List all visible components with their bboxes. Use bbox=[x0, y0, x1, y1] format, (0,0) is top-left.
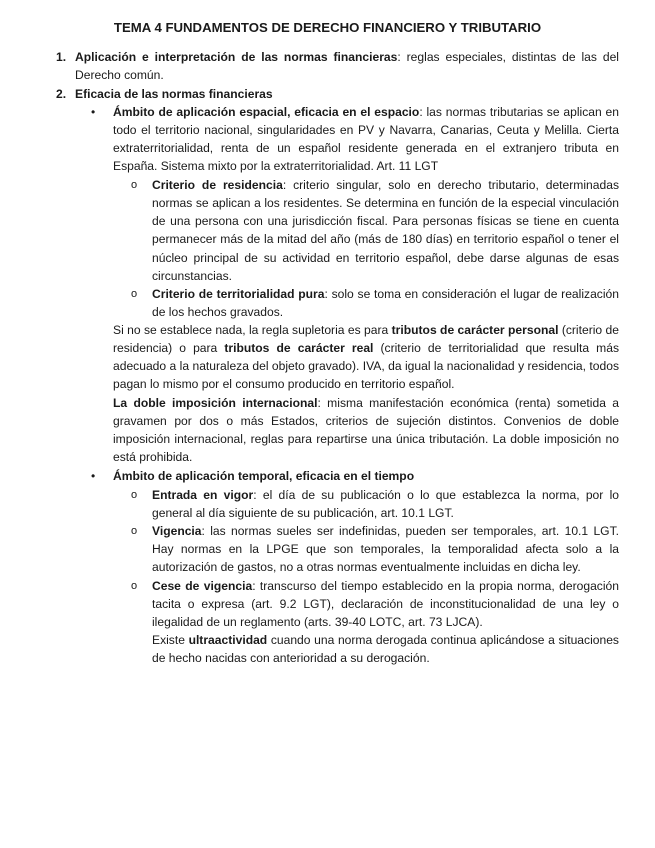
vigencia-paragraph bbox=[152, 522, 619, 576]
entrada-vigor-paragraph bbox=[152, 486, 619, 522]
ultraactividad-paragraph bbox=[152, 631, 619, 667]
supletoria-text-1: Si no se establece nada, la regla supletoria es para bbox=[113, 323, 392, 337]
espacial-term: Ámbito de aplicación espacial, eficacia en el espacio bbox=[113, 105, 420, 119]
circle-bullet-icon: o bbox=[131, 580, 138, 592]
vigencia-term: Vigencia bbox=[152, 524, 202, 538]
section-1-term: Aplicación e interpretación de las normas financieras bbox=[75, 50, 398, 64]
temporal-heading: Ámbito de aplicación temporal, eficacia en el tiempo bbox=[113, 469, 415, 483]
list-number: 2. bbox=[56, 87, 67, 101]
residencia-text: : criterio singular, solo en derecho tributario, determinadas normas se aplican a los residentes. Se determina en función de la especial vinculación de una persona con una jurisdicción fiscal. Para personas físicas se tiene en cuenta permanecer más de la mitad del año (más de 180 días) en territorio español o tener el núcleo principal de su actividad en territorio español, debe darse algunas de esas circunstancias. bbox=[152, 178, 620, 283]
section-2-heading: Eficacia de las normas financieras bbox=[75, 87, 273, 101]
vigencia-text: : las normas sueles ser indefinidas, pueden ser temporales, art. 10.1 LGT. Hay normas en la LPGE que son temporales, la temporalidad afecta solo a la autorización de gastos, no a otras normas eventualmente incluidas en dicha ley. bbox=[152, 524, 619, 575]
supletoria-term-real: tributos de carácter real bbox=[224, 341, 374, 356]
entrada-vigor-term: Entrada en vigor bbox=[152, 488, 254, 502]
circle-bullet-icon: o bbox=[131, 179, 138, 191]
ultraactividad-term: ultraactividad bbox=[188, 633, 268, 647]
doble-imposicion-term: La doble imposición internacional bbox=[113, 396, 318, 410]
ultraactividad-text-1: Existe bbox=[152, 633, 189, 647]
residencia-term: Criterio de residencia bbox=[152, 178, 283, 192]
circle-bullet-icon: o bbox=[131, 525, 138, 537]
cese-vigencia-text: : transcurso del tiempo establecido en la propia norma, derogación tacita o expresa (art. 9.2 LGT), declaración de inconstitucionalidad de una ley o ilegalidad de un reglamento (arts. 39-40 LOTC, art. 73 LJCA). bbox=[152, 579, 619, 630]
espacial-paragraph bbox=[113, 103, 619, 176]
bullet-icon: • bbox=[91, 469, 96, 483]
residencia-paragraph bbox=[152, 176, 619, 285]
doble-imposicion-text: : misma manifestación económica (renta) sometida a gravamen por dos o más Estados, criterios de sujeción distintos. Convenios de doble imposición internacional, reglas para repartirse una única tributación. La doble imposición no está prohibida. bbox=[113, 396, 619, 465]
ultraactividad-text-2: cuando una norma derogada continua aplicándose a situaciones de hecho nacidas con anterioridad a su derogación. bbox=[152, 633, 619, 666]
section-1-text: : reglas especiales, distintas de las del Derecho común. bbox=[75, 50, 619, 83]
circle-bullet-icon: o bbox=[131, 288, 138, 300]
territorialidad-text: : solo se toma en consideración el lugar de realización de los hechos gravados. bbox=[152, 287, 619, 320]
territorialidad-term: Criterio de territorialidad pura bbox=[152, 287, 325, 301]
bullet-icon: • bbox=[91, 105, 96, 119]
list-number: 1. bbox=[56, 50, 67, 64]
supletoria-text-2: (criterio de residencia) o para bbox=[113, 323, 619, 356]
supletoria-text-3: (criterio de territorialidad que resulta más adecuado a la naturaleza del objeto gravado). IVA, da igual la nacionalidad y residencia, todos pagan lo mismo por el consumo producido en territorio español. bbox=[113, 341, 619, 392]
entrada-vigor-text: : el día de su publicación o lo que establezca la norma, por lo general al día siguiente de su publicación, art. 10.1 LGT. bbox=[152, 488, 619, 521]
circle-bullet-icon: o bbox=[131, 489, 138, 501]
supletoria-term-personal: tributos de carácter personal bbox=[391, 323, 559, 337]
espacial-text: : las normas tributarias se aplican en todo el territorio nacional, singularidades en PV y Navarra, Canarias, Ceuta y Melilla. Cierta extraterritorialidad, renta de un español residente generada en el extranjero tributa en España. Sistema mixto por la extraterritorialidad. Art. 11 LGT bbox=[113, 105, 619, 174]
page-title: TEMA 4 FUNDAMENTOS DE DERECHO FINANCIERO Y TRIBUTARIO bbox=[113, 20, 542, 35]
cese-vigencia-term: Cese de vigencia bbox=[152, 579, 253, 593]
doble-imposicion-paragraph bbox=[113, 394, 619, 467]
section-1-paragraph bbox=[75, 48, 619, 84]
territorialidad-paragraph bbox=[152, 285, 619, 321]
supletoria-paragraph bbox=[113, 321, 619, 394]
cese-vigencia-paragraph bbox=[152, 577, 619, 631]
